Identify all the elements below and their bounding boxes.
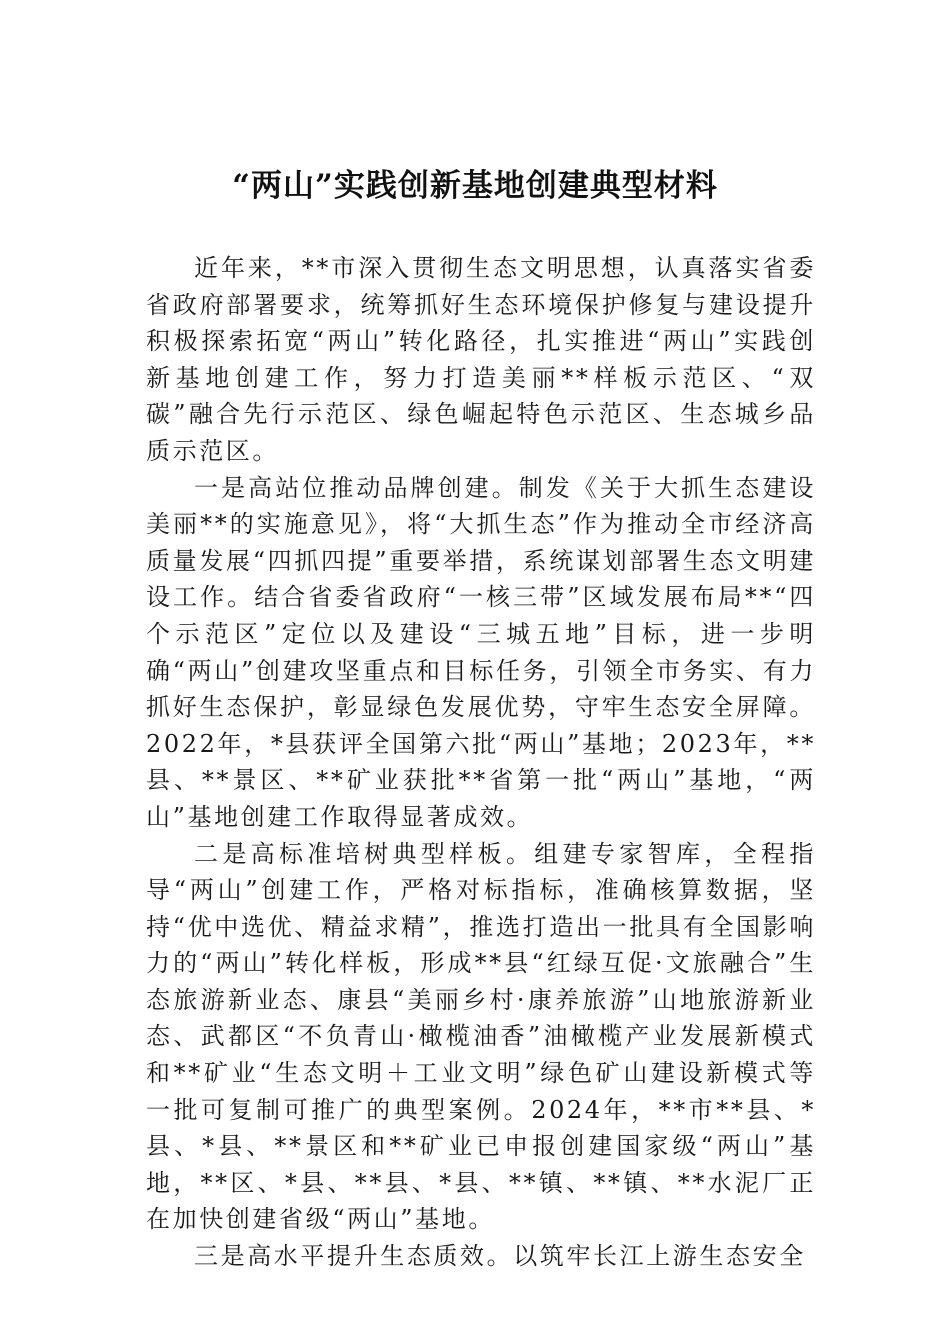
document-title: “两山”实践创新基地创建典型材料 (232, 168, 718, 204)
document-body (146, 250, 816, 1275)
paragraph-brand-creation: 一是高站位推动品牌创建。制发《关于大抓生态建设美丽**的实施意见》，将“大抓生态”作为推动全市经济高质量发展“四抓四提”重要举措，系统谋划部署生态文明建设工作。结合省委省政府“一核三带”区域发展布局**“四个示范区”定位以及建设“三城五地”目标，进一步明确“两山”创建攻坚重点和目标任务，引领全市务实、有力抓好生态保护，彰显绿色发展优势，守牢生态安全屏障。2022年，*县获评全国第六批“两山”基地；2023年，**县、**景区、**矿业获批**省第一批“两山”基地，“两山”基地创建工作取得显著成效。 (146, 473, 816, 831)
paragraph-intro: 近年来，**市深入贯彻生态文明思想，认真落实省委省政府部署要求，统筹抓好生态环境保护修复与建设提升积极探索拓宽“两山”转化路径，扎实推进“两山”实践创新基地创建工作，努力打造美丽**样板示范区、“双碳”融合先行示范区、绿色崛起特色示范区、生态城乡品质示范区。 (146, 254, 816, 465)
paragraph-model-cultivation: 二是高标准培树典型样板。组建专家智库，全程指导“两山”创建工作，严格对标指标，准确核算数据，坚持“优中选优、精益求精”，推选打造出一批具有全国影响力的“两山”转化样板，形成**县“红绿互促·文旅融合”生态旅游新业态、康县“美丽乡村·康养旅游”山地旅游新业态、武都区“不负青山·橄榄油香”油橄榄产业发展新模式和**矿业“生态文明＋工业文明”绿色矿山建设新模式等一批可复制可推广的典型案例。2024年，**市**县、*县、*县、**景区和**矿业已申报创建国家级“两山”基地，**区、*县、**县、*县、**镇、**镇、**水泥厂正在加快创建省级“两山”基地。 (146, 839, 816, 1234)
paragraph-ecological-quality: 三是高水平提升生态质效。以筑牢长江上游生态安全 (194, 1242, 806, 1271)
